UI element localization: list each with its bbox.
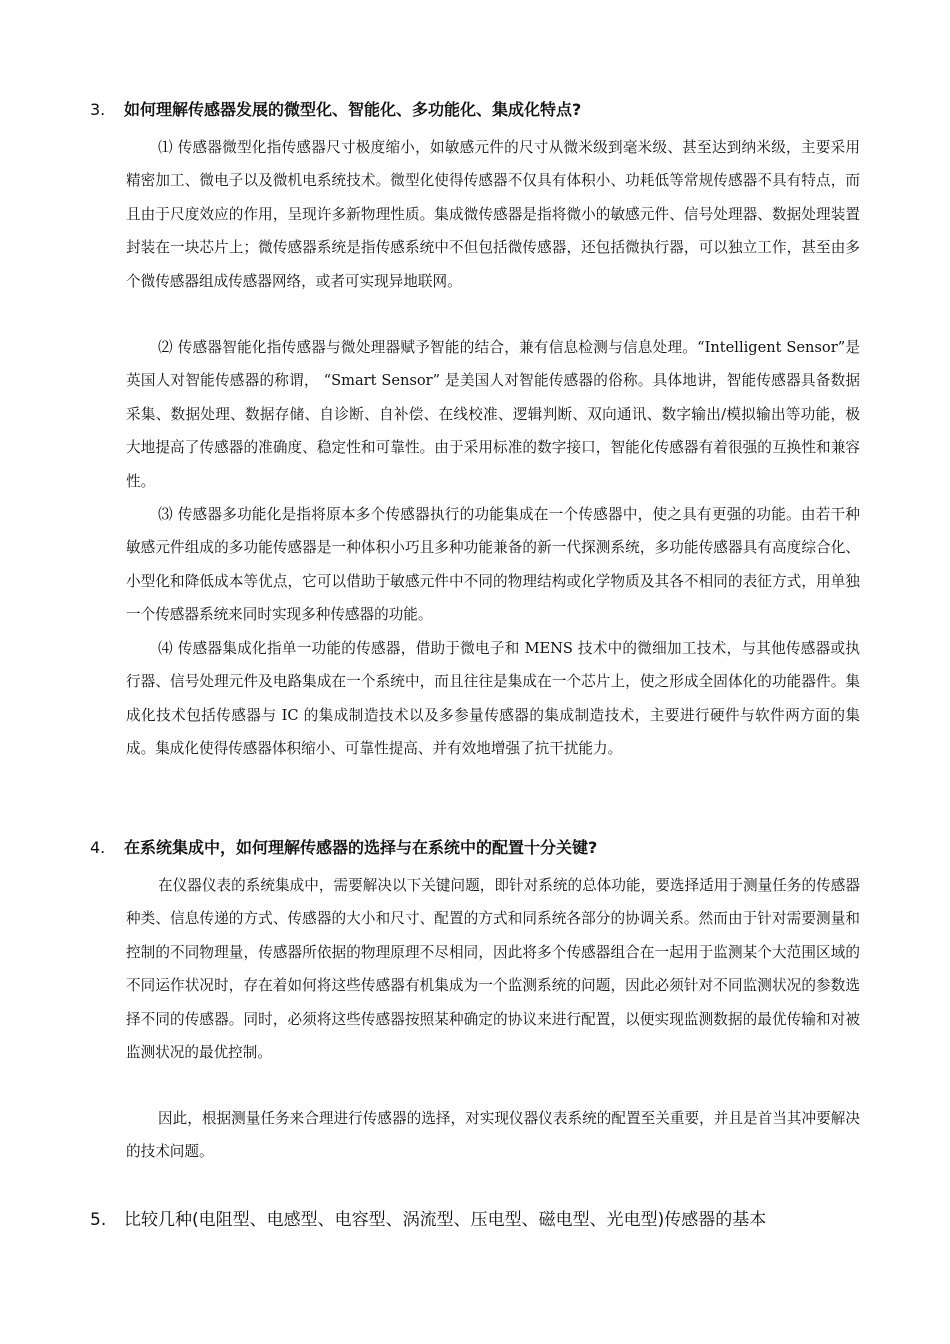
question-4-heading [90,836,870,860]
question-5-number: 5. [90,1210,107,1230]
question-4-title: 在系统集成中，如何理解传感器的选择与在系统中的配置十分关键? [124,838,598,857]
question-3-heading [90,98,870,122]
question-5-title: 比较几种(电阻型、电感型、电容型、涡流型、压电型、磁电型、光电型)传感器的基本 [124,1210,767,1230]
q3-paragraph-2: ⑵ 传感器智能化指传感器与微处理器赋予智能的结合，兼有信息检测与信息处理。“Intelligent Sensor”是英国人对智能传感器的称谓， “Smart Sensor” 是美国人对智能传感器的俗称。具体地讲，智能传感器具备数据采集、数据处理、数据存储、自诊断、自补偿、在线校准、逻辑判断、双向通讯、数字输出/模拟输出等功能，极大地提高了传感器的准确度、稳定性和可靠性。由于采用标准的数字接口，智能化传感器有着很强的互换性和兼容性。 [126,339,860,490]
question-5-heading [90,1208,870,1232]
q4-paragraph-2: 因此，根据测量任务来合理进行传感器的选择，对实现仪器仪表系统的配置至关重要，并且是首当其冲要解决的技术问题。 [126,1110,860,1161]
q3-paragraph-1: ⑴ 传感器微型化指传感器尺寸极度缩小，如敏感元件的尺寸从微米级到毫米级、甚至达到纳米级，主要采用精密加工、微电子以及微机电系统技术。微型化使得传感器不仅具有体积小、功耗低等常规传感器不具有特点，而且由于尺度效应的作用，呈现许多新物理性质。集成微传感器是指将微小的敏感元件、信号处理器、数据处理装置封装在一块芯片上；微传感器系统是指传感系统中不但包括微传感器，还包括微执行器，可以独立工作，甚至由多个微传感器组成传感器网络，或者可实现异地联网。 [126,139,860,290]
question-3-number: 3. [90,100,106,119]
question-4-number: 4. [90,838,106,857]
q3-paragraph-3: ⑶ 传感器多功能化是指将原本多个传感器执行的功能集成在一个传感器中，使之具有更强的功能。由若干种敏感元件组成的多功能传感器是一种体积小巧且多种功能兼备的新一代探测系统，多功能传感器具有高度综合化、小型化和降低成本等优点，它可以借助于敏感元件中不同的物理结构或化学物质及其各不相同的表征方式，用单独一个传感器系统来同时实现多种传感器的功能。 [126,506,860,624]
q4-paragraph-1: 在仪器仪表的系统集成中，需要解决以下关键问题，即针对系统的总体功能，要选择适用于测量任务的传感器种类、信息传递的方式、传感器的大小和尺寸、配置的方式和同系统各部分的协调关系。然而由于针对需要测量和控制的不同物理量，传感器所依据的物理原理不尽相同，因此将多个传感器组合在一起用于监测某个大范围区域的不同运作状况时，存在着如何将这些传感器有机集成为一个监测系统的问题，因此必须针对不同监测状况的参数选择不同的传感器。同时，必须将这些传感器按照某种确定的协议来进行配置，以便实现监测数据的最优传输和对被监测状况的最优控制。 [126,877,860,1062]
question-3-title: 如何理解传感器发展的微型化、智能化、多功能化、集成化特点? [124,100,582,119]
q3-paragraph-4: ⑷ 传感器集成化指单一功能的传感器，借助于微电子和 MENS 技术中的微细加工技术，与其他传感器或执行器、信号处理元件及电路集成在一个系统中，而且往往是集成在一个芯片上，使之形成全固体化的功能器件。集成化技术包括传感器与 IC 的集成制造技术以及多参量传感器的集成制造技术，主要进行硬件与软件两方面的集成。集成化使得传感器体积缩小、可靠性提高、并有效地增强了抗干扰能力。 [126,640,860,758]
